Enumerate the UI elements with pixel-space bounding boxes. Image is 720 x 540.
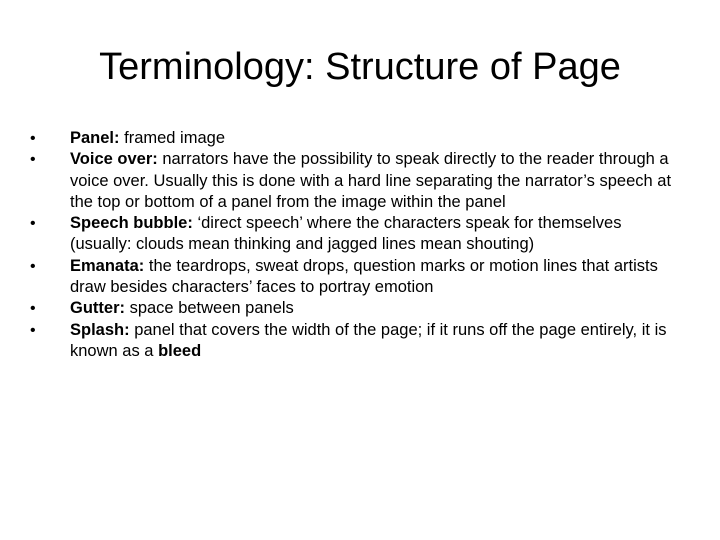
- term-label: Splash:: [70, 320, 130, 339]
- term-label: Panel:: [70, 129, 120, 147]
- term-bleed: bleed: [158, 341, 202, 360]
- term-definition: ‘direct speech’ where the characters speak for themselves (usually: clouds mean thinking and jagged lines mean shouting): [70, 214, 622, 254]
- bullet-icon: •: [30, 151, 36, 169]
- slide-title: Terminology: Structure of Page: [99, 46, 621, 88]
- list-item-emanata: [30, 256, 680, 299]
- list-item-panel: [30, 128, 680, 149]
- term-definition: space between panels: [125, 299, 294, 318]
- term-label: Gutter:: [70, 299, 125, 318]
- term-definition: framed image: [119, 129, 225, 147]
- bullet-icon: •: [30, 215, 36, 233]
- bullet-icon: •: [30, 321, 36, 339]
- term-definition: panel that covers the width of the page; if it runs off the page entirely, it is known as a: [70, 320, 667, 360]
- bullet-icon: •: [30, 130, 36, 147]
- bullet-icon: •: [30, 257, 36, 275]
- list-item-speech-bubble: [30, 213, 680, 256]
- term-label: Voice over:: [70, 150, 158, 169]
- term-definition: the teardrops, sweat drops, question marks or motion lines that artists draw besides characters’ faces to portray emotion: [70, 256, 658, 297]
- term-label: Speech bubble:: [70, 214, 193, 233]
- terminology-list: [30, 128, 680, 362]
- list-item-gutter: [30, 298, 680, 319]
- term-definition: narrators have the possibility to speak directly to the reader through a voice over. Usually this is done with a hard line separating the narrator’s speech at the top or bottom of a panel from the image within the panel: [70, 150, 672, 211]
- list-item-splash: [30, 320, 680, 363]
- bullet-icon: •: [30, 300, 36, 318]
- term-label: Emanata:: [70, 256, 145, 275]
- list-item-voice-over: [30, 149, 680, 213]
